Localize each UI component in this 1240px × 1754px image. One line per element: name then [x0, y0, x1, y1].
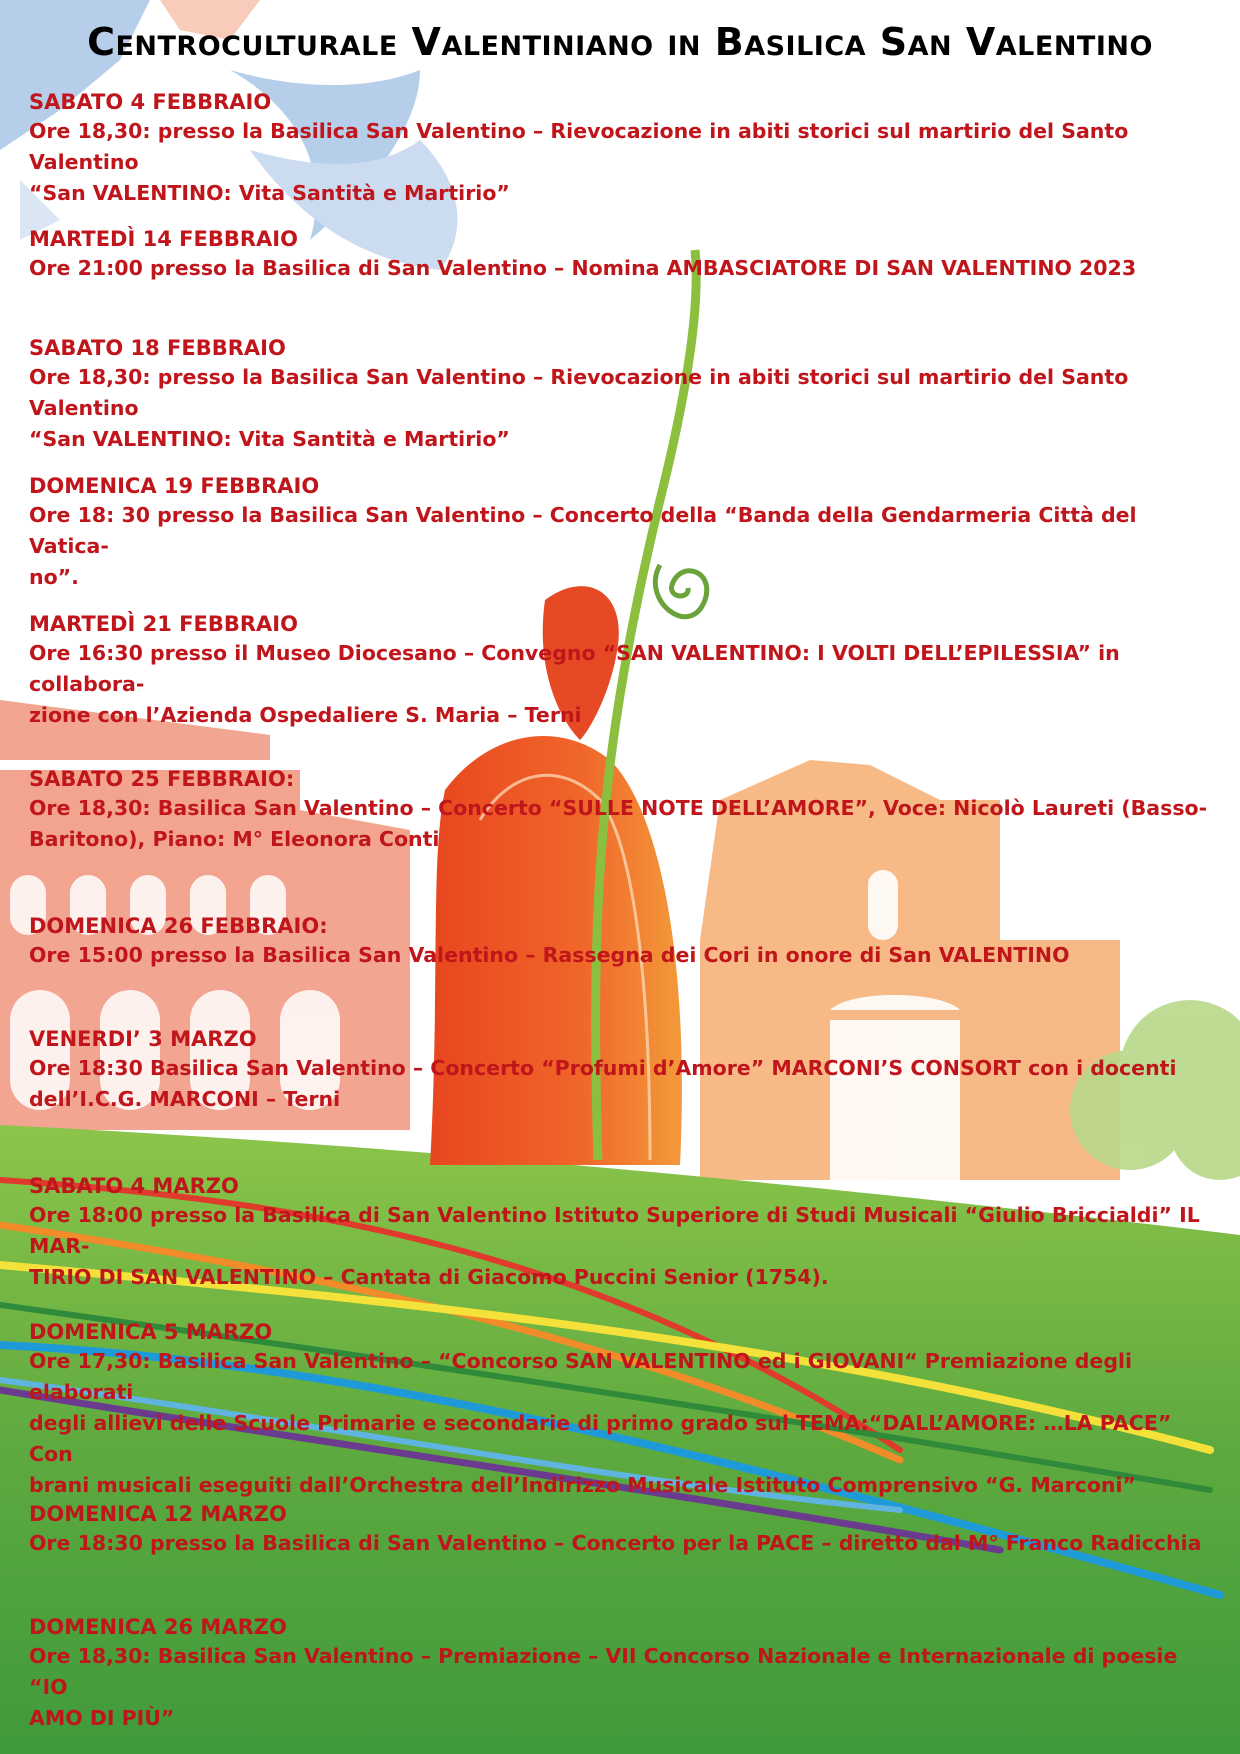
event-description-line: Ore 18,30: presso la Basilica San Valentino – Rievocazione in abiti storici sul martirio del Santo Valentino — [29, 365, 1129, 420]
event-description-line: “San VALENTINO: Vita Santità e Martirio” — [29, 181, 510, 205]
event-description-line: brani musicali eseguiti dall’Orchestra dell’Indirizzo Musicale Istituto Comprensivo “G. Marconi” — [29, 1473, 1137, 1497]
event-date: DOMENICA 5 MARZO — [29, 1320, 273, 1344]
event-description-line: Ore 18,30: Basilica San Valentino – Premiazione – VII Concorso Nazionale e Internazionale di poesie “IO — [29, 1644, 1178, 1699]
event-description-line: TIRIO DI SAN VALENTINO – Cantata di Giacomo Puccini Senior (1754). — [29, 1265, 829, 1289]
event-date: DOMENICA 12 MARZO — [29, 1502, 287, 1526]
event-entry — [29, 472, 1209, 593]
event-entry — [29, 1025, 1209, 1115]
event-description-line: Ore 18,30: Basilica San Valentino – Concerto “SULLE NOTE DELL’AMORE”, Voce: Nicolò Laureti (Basso- — [29, 796, 1208, 820]
event-date: DOMENICA 26 MARZO — [29, 1615, 287, 1639]
event-date: DOMENICA 26 FEBBRAIO: — [29, 914, 328, 938]
event-entry — [29, 1613, 1209, 1734]
event-description-line: zione con l’Azienda Ospedaliere S. Maria – Terni — [29, 703, 582, 727]
event-date: SABATO 4 MARZO — [29, 1174, 239, 1198]
event-entry — [29, 225, 1209, 284]
event-description-line: “San VALENTINO: Vita Santità e Martirio” — [29, 427, 510, 451]
event-date: MARTEDÌ 14 FEBBRAIO — [29, 227, 298, 251]
event-date: SABATO 25 FEBBRAIO: — [29, 767, 295, 791]
event-description-line: Ore 15:00 presso la Basilica San Valentino – Rassegna dei Cori in onore di San VALENTINO — [29, 943, 1070, 967]
event-description-line: Ore 18:30 presso la Basilica di San Valentino – Concerto per la PACE – diretto dal M° Franco Radicchia — [29, 1531, 1202, 1555]
event-description-line: Ore 21:00 presso la Basilica di San Valentino – Nomina AMBASCIATORE DI SAN VALENTINO 2023 — [29, 256, 1137, 280]
event-date: DOMENICA 19 FEBBRAIO — [29, 474, 320, 498]
event-description-line: no”. — [29, 565, 79, 589]
event-entry — [29, 765, 1209, 855]
event-description-line: dell’I.C.G. MARCONI – Terni — [29, 1087, 341, 1111]
event-description-line: Ore 16:30 presso il Museo Diocesano – Convegno “SAN VALENTINO: I VOLTI DELL’EPILESSIA” in collabora- — [29, 641, 1120, 696]
event-entry — [29, 88, 1209, 209]
event-description-line: Baritono), Piano: M° Eleonora Conti — [29, 827, 440, 851]
event-date: SABATO 4 FEBBRAIO — [29, 90, 272, 114]
event-description-line: Ore 17,30: Basilica San Valentino – “Concorso SAN VALENTINO ed i GIOVANI“ Premiazione degli elaborati — [29, 1349, 1133, 1404]
event-entry — [29, 610, 1209, 731]
event-description-line: Ore 18,30: presso la Basilica San Valentino – Rievocazione in abiti storici sul martirio del Santo Valentino — [29, 119, 1129, 174]
event-entry — [29, 1318, 1209, 1501]
event-description-line: Ore 18: 30 presso la Basilica San Valentino – Concerto della “Banda della Gendarmeria Città del Vatica- — [29, 503, 1137, 558]
event-date: MARTEDÌ 21 FEBBRAIO — [29, 612, 298, 636]
event-description-line: Ore 18:30 Basilica San Valentino – Concerto “Profumi d’Amore” MARCONI’S CONSORT con i docenti — [29, 1056, 1177, 1080]
event-entry — [29, 912, 1209, 971]
event-entry — [29, 1172, 1209, 1293]
event-entry — [29, 334, 1209, 455]
event-description-line: AMO DI PIÙ” — [29, 1706, 175, 1730]
event-description-line: degli allievi delle Scuole Primarie e secondarie di primo grado sul TEMA:“DALL’AMORE: …LA PACE” Con — [29, 1411, 1172, 1466]
event-date: VENERDI’ 3 MARZO — [29, 1027, 257, 1051]
event-description-line: Ore 18:00 presso la Basilica di San Valentino Istituto Superiore di Studi Musicali “Giulio Briccialdi” IL MAR- — [29, 1203, 1200, 1258]
event-entry — [29, 1500, 1209, 1559]
page-title: Centroculturale Valentiniano in Basilica San Valentino — [87, 20, 1153, 64]
event-date: SABATO 18 FEBBRAIO — [29, 336, 286, 360]
